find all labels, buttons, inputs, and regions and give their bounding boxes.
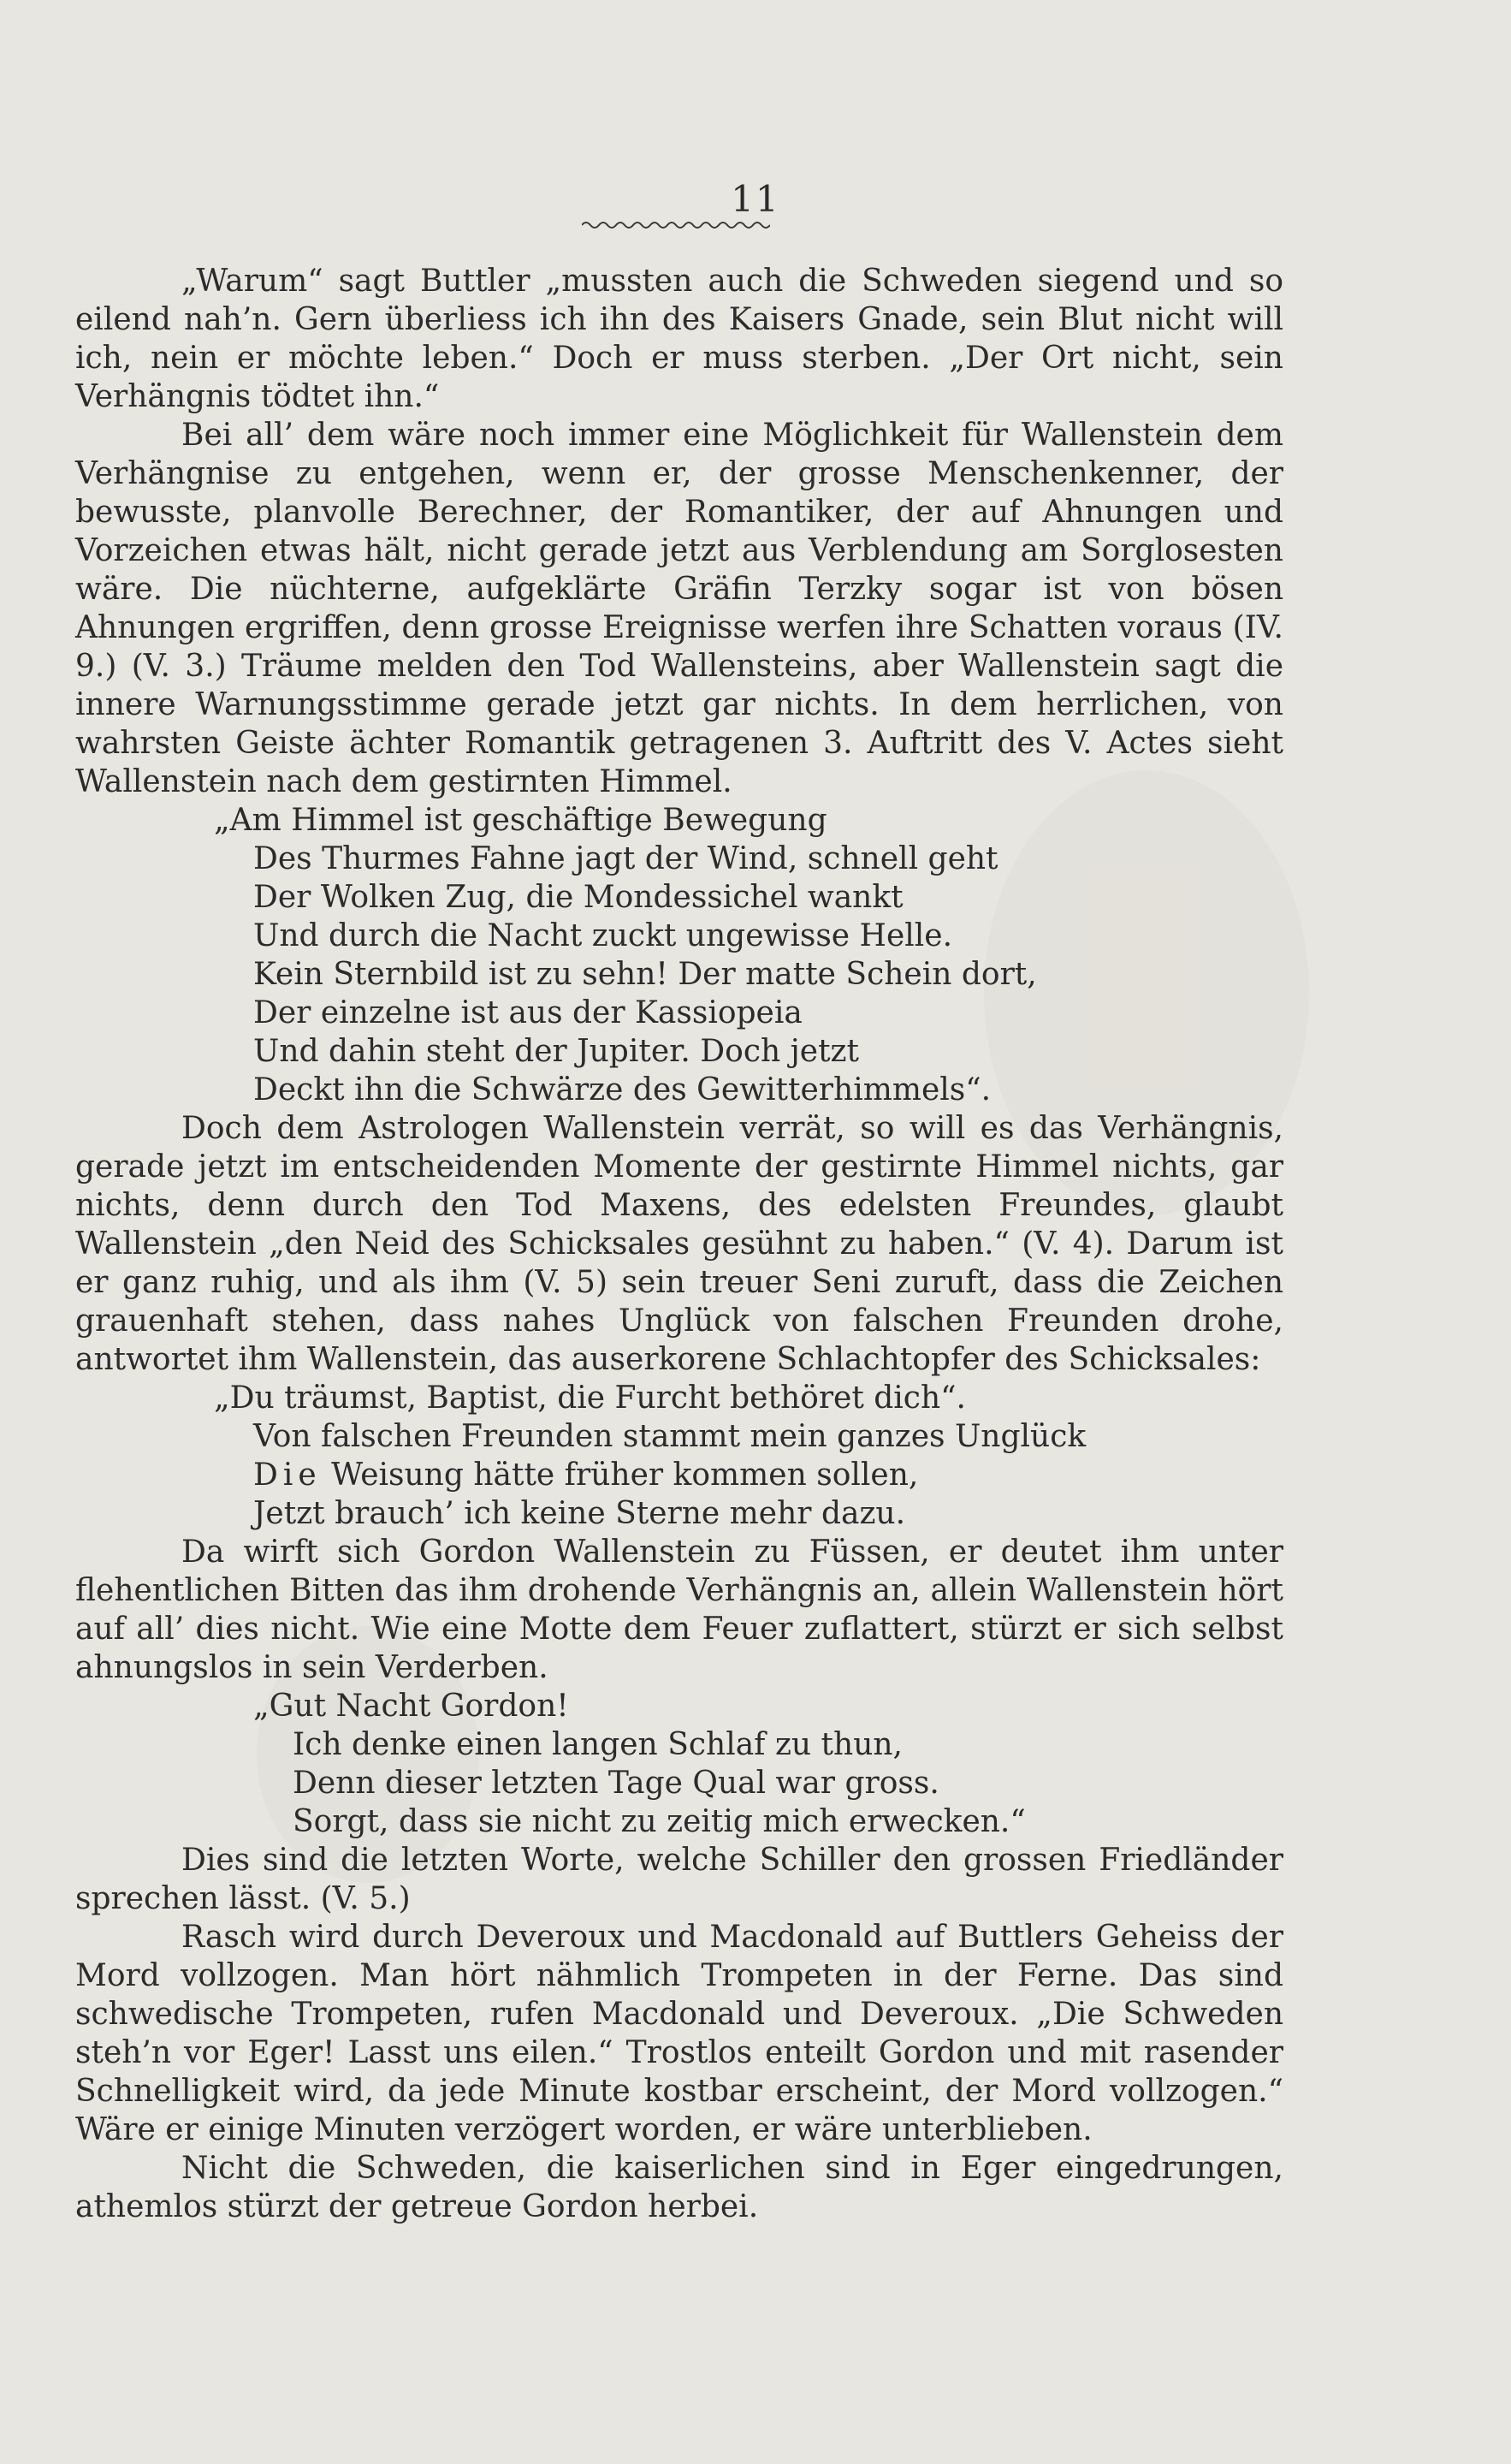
page-body xyxy=(75,262,1283,2226)
paragraph-5: Dies sind die letzten Worte, welche Schiller den grossen Friedländer sprechen lässt. (V. 5.) xyxy=(75,1843,1283,1916)
verse-line: Der Wolken Zug, die Mondessichel wankt xyxy=(253,880,904,915)
verse-line: Denn dieser letzten Tage Qual war gross. xyxy=(293,1766,939,1801)
verse-line: Deckt ihn die Schwärze des Gewitterhimmels“. xyxy=(253,1072,992,1107)
verse-line: Der einzelne ist aus der Kassiopeia xyxy=(253,995,803,1030)
spaced-word: Die xyxy=(253,1458,322,1493)
verse-line: Von falschen Freunden stammt mein ganzes Unglück xyxy=(253,1419,1087,1454)
verse-line: Und dahin steht der Jupiter. Doch jetzt xyxy=(253,1034,859,1069)
paragraph-2: Bei all’ dem wäre noch immer eine Möglichkeit für Wallenstein dem Verhängnise zu entgehen, wenn er, der grosse Menschenkenner, der bewusste, planvolle Berechner, der Romantiker, der auf Ahnungen und Vorzeichen etwas hält, nicht gerade jetzt aus Verblendung am Sorglosesten wäre. Die nüchterne, aufgeklärte Gräfin Terzky sogar ist von bösen Ahnungen ergriffen, denn grosse Ereignisse werfen ihre Schatten voraus (IV. 9.) (V. 3.) Träume melden den Tod Wallensteins, aber Wallenstein sagt die innere Warnungsstimme gerade jetzt gar nichts. In dem herrlichen, von wahrsten Geiste ächter Romantik getragenen 3. Auftritt des V. Actes sieht Wallenstein nach dem gestirnten Himmel. xyxy=(75,418,1283,799)
verse-line: Kein Sternbild ist zu sehn! Der matte Schein dort, xyxy=(253,957,1037,992)
verse-line-rest: Weisung hätte früher kommen sollen, xyxy=(321,1458,919,1493)
verse-line: „Du träumst, Baptist, die Furcht bethöret dich“. xyxy=(214,1380,966,1416)
verse-line: Ich denke einen langen Schlaf zu thun, xyxy=(293,1727,904,1762)
ornamental-rule xyxy=(582,219,770,231)
verse-line: „Gut Nacht Gordon! xyxy=(253,1689,569,1724)
verse-block-3 xyxy=(75,1687,1283,1841)
paragraph-7: Nicht die Schweden, die kaiserlichen sind in Eger eingedrungen, athemlos stürzt der getreue Gordon herbei. xyxy=(75,2151,1283,2224)
verse-line: Des Thurmes Fahne jagt der Wind, schnell geht xyxy=(253,841,998,876)
paragraph-1: „Warum“ sagt Buttler „mussten auch die Schweden siegend und so eilend nah’n. Gern überliess ich ihn des Kaisers Gnade, sein Blut nicht will ich, nein er möchte leben.“ Doch er muss sterben. „Der Ort nicht, sein Verhängnis tödtet ihn.“ xyxy=(75,264,1283,414)
verse-line: Und durch die Nacht zuckt ungewisse Helle. xyxy=(253,918,953,953)
verse-line xyxy=(253,1456,1283,1494)
verse-line: Jetzt brauch’ ich keine Sterne mehr dazu. xyxy=(253,1496,906,1531)
paragraph-4: Da wirft sich Gordon Wallenstein zu Füssen, er deutet ihm unter flehentlichen Bitten das ihm drohende Verhängnis an, allein Wallenstein hört auf all’ dies nicht. Wie eine Motte dem Feuer zuflattert, stürzt er sich selbst ahnungslos in sein Verderben. xyxy=(75,1535,1283,1685)
verse-line: „Am Himmel ist geschäftige Bewegung xyxy=(214,803,827,838)
verse-block-1 xyxy=(75,801,1283,1109)
paragraph-6: Rasch wird durch Deveroux und Macdonald auf Buttlers Geheiss der Mord vollzogen. Man hört nähmlich Trompeten in der Ferne. Das sind schwedische Trompeten, rufen Macdonald und Deveroux. „Die Schweden steh’n vor Eger! Lasst uns eilen.“ Trostlos enteilt Gordon und mit rasender Schnelligkeit wird, da jede Minute kostbar erscheint, der Mord vollzogen.“ Wäre er einige Minuten verzögert worden, er wäre unterblieben. xyxy=(75,1920,1283,2147)
verse-block-2 xyxy=(75,1379,1283,1533)
page-number: 11 xyxy=(731,178,780,220)
verse-line: Sorgt, dass sie nicht zu zeitig mich erwecken.“ xyxy=(293,1804,1026,1839)
paragraph-3: Doch dem Astrologen Wallenstein verrät, so will es das Verhängnis, gerade jetzt im entscheidenden Momente der gestirnte Himmel nichts, gar nichts, denn durch den Tod Maxens, des edelsten Freundes, glaubt Wallenstein „den Neid des Schicksales gesühnt zu haben.“ (V. 4). Darum ist er ganz ruhig, und als ihm (V. 5) sein treuer Seni zuruft, dass die Zeichen grauenhaft stehen, dass nahes Unglück von falschen Freunden drohe, antwortet ihm Wallenstein, das auserkorene Schlachtopfer des Schicksales: xyxy=(75,1111,1283,1377)
